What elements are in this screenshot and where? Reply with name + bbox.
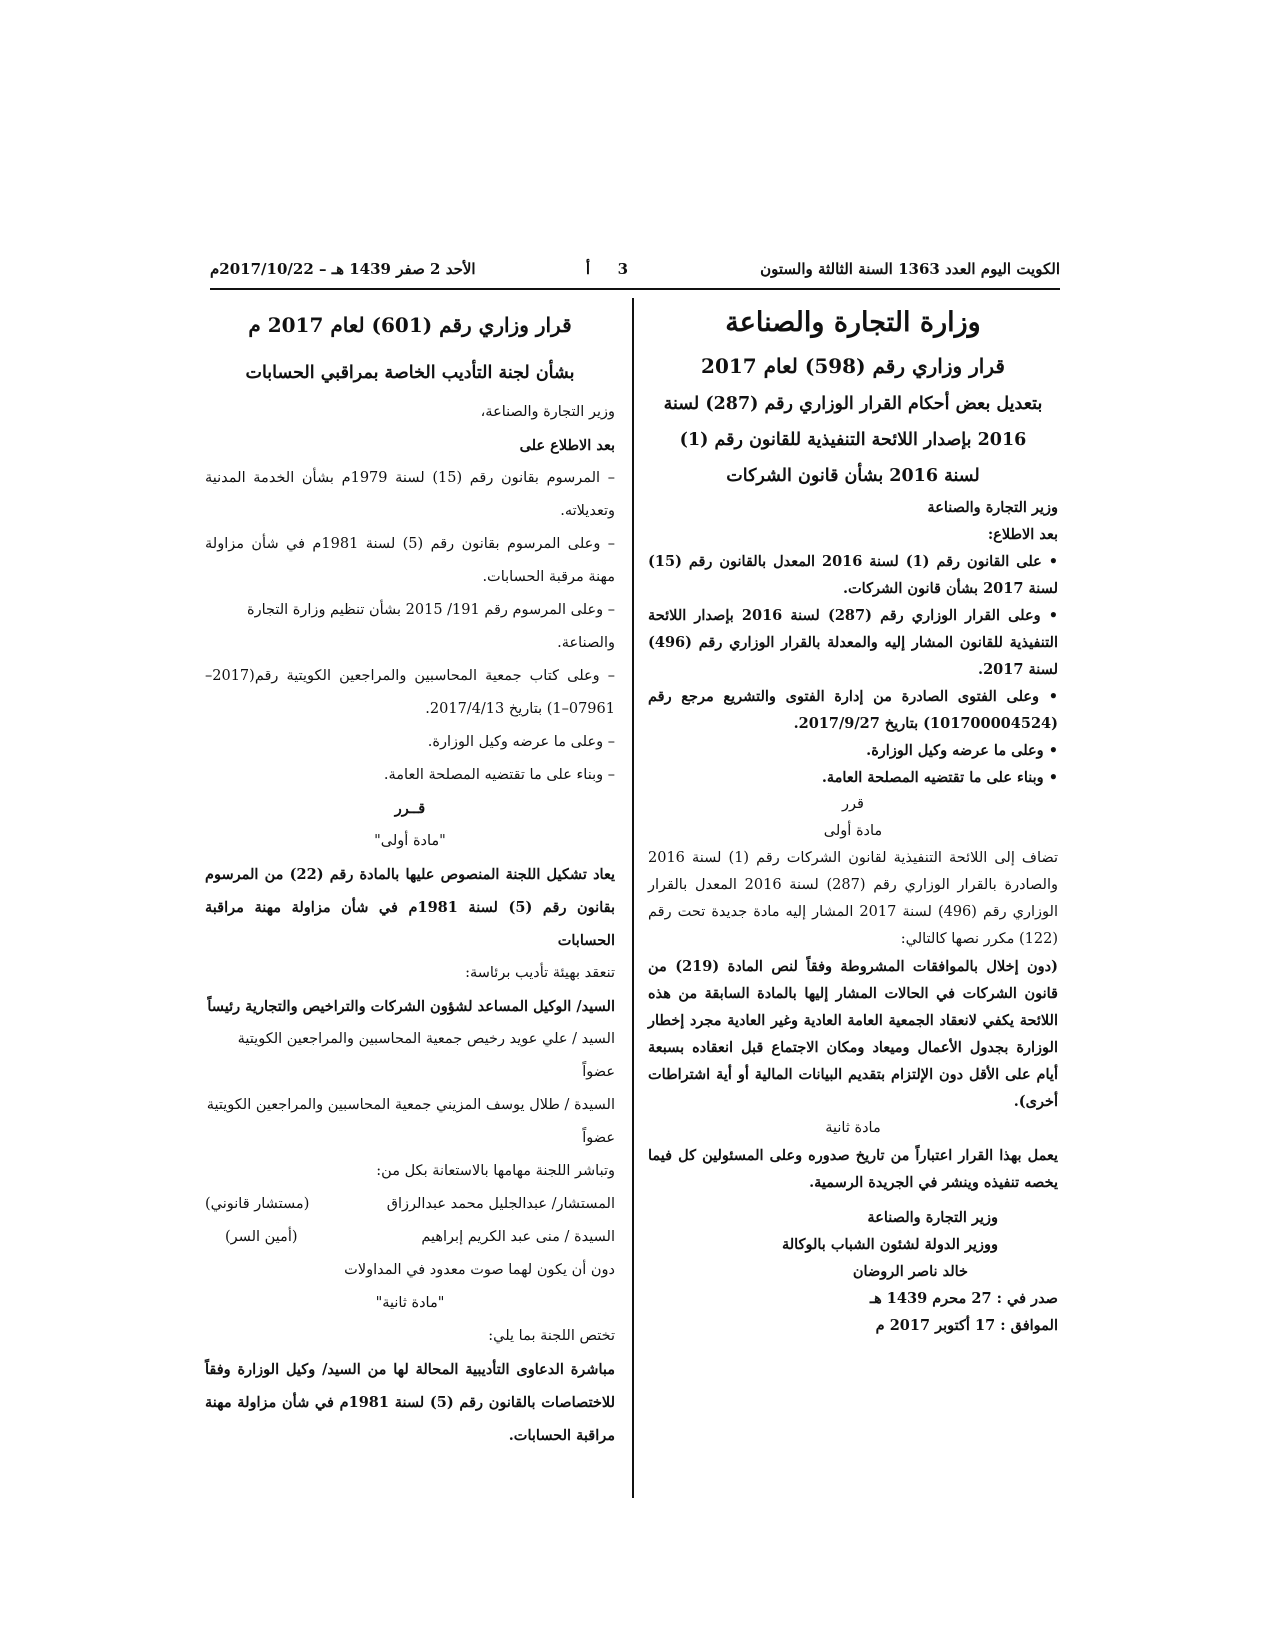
decided-heading: قرر <box>842 796 864 812</box>
preamble-bullet: • وعلى القرار الوزاري رقم (287) لسنة 2016 بإصدار اللائحة التنفيذية للقانون المشار إليه والمعدلة بالقرار الوزاري رقم (496) لسنة 2017. <box>648 607 1059 678</box>
signatory-line: ووزير الدولة لشئون الشباب بالوكالة <box>781 1236 998 1253</box>
assistant-role: (مستشار قانوني) <box>205 1196 310 1212</box>
committee-member: السيد / علي عويد رخيص جمعية المحاسبين والمراجعين الكويتية عضواً <box>237 1031 615 1080</box>
issuer: وزير التجارة والصناعة، <box>480 404 615 420</box>
preamble-item: – وعلى المرسوم رقم 191/ 2015 بشأن تنظيم وزارة التجارة والصناعة. <box>247 602 615 651</box>
page-number: 3 <box>617 260 628 278</box>
left-column <box>205 300 615 1452</box>
article1-text: تضاف إلى اللائحة التنفيذية لقانون الشركات رقم (1) لسنة 2016 والصادرة بالقرار الوزاري رقم (287) لسنة 2016 المعدل بالقرار الوزاري رقم (496) لسنة 2017 المشار إليه مادة جديدة تحت رقم (122) مكرر نصها كالتالي: <box>648 850 1058 947</box>
after-review: بعد الاطلاع على <box>519 437 615 454</box>
preamble-item: – وعلى المرسوم بقانون رقم (5) لسنة 1981م في شأن مزاولة مهنة مرقبة الحسابات. <box>205 536 615 585</box>
no-vote-note: دون أن يكون لهما صوت معدود في المداولات <box>344 1262 615 1278</box>
committee-member: السيدة / طلال يوسف المزيني جمعية المحاسبين والمراجعين الكويتية عضواً <box>206 1097 615 1146</box>
after-review: بعد الاطلاع: <box>987 526 1058 543</box>
assistant-name: المستشار/ عبدالجليل محمد عبدالرزاق <box>386 1196 615 1212</box>
right-column <box>648 300 1058 1339</box>
header-date: الأحد 2 صفر 1439 هـ – 2017/10/22م <box>210 260 476 278</box>
preamble-item: – وبناء على ما تقتضيه المصلحة العامة. <box>383 767 615 783</box>
header-rule <box>210 288 1060 290</box>
assistant-row <box>205 1188 615 1221</box>
signatory-name: خالد ناصر الروضان <box>852 1263 968 1280</box>
ministry-title: وزارة التجارة والصناعة <box>725 307 981 338</box>
composition-intro: تنعقد بهيئة تأديب برئاسة: <box>465 965 615 981</box>
decision-601-subject: بشأن لجنة التأديب الخاصة بمراقبي الحسابات <box>245 363 575 383</box>
preamble-bullet: • وعلى الفتوى الصادرة من إدارة الفتوى والتشريع مرجع رقم (101700004524) بتاريخ 2017/9/27. <box>648 688 1058 732</box>
preamble-bullet: • وبناء على ما تقتضيه المصلحة العامة. <box>821 769 1058 786</box>
article1-quote: (دون إخلال بالموافقات المشروطة وفقاً لنص المادة (219) من قانون الشركات في الحالات المشار إليها بالمادة السابقة من هذه اللائحة يكفي لانعقاد الجمعية العامة العادية وغير العادية مجرد إخطار الوزارة بجدول الأعمال وميعاد ومكان الاجتماع قبل انعقاده بسبعة أيام على الأقل دون الإلتزام بتقديم البيانات المالية أو أية اشتراطات أخرى). <box>648 958 1058 1110</box>
article2-intro: تختص اللجنة بما يلي: <box>488 1328 615 1344</box>
preamble-item: – المرسوم بقانون رقم (15) لسنة 1979م بشأن الخدمة المدنية وتعديلاته. <box>205 470 615 519</box>
signatory-line: وزير التجارة والصناعة <box>867 1209 998 1226</box>
column-divider <box>632 298 634 1498</box>
article1-text: يعاد تشكيل اللجنة المنصوص عليها بالمادة رقم (22) من المرسوم بقانون رقم (5) لسنة 1981م في شأن مزاولة مهنة مراقبة الحسابات <box>205 866 615 949</box>
issued-date: صدر في : 27 محرم 1439 هـ <box>869 1290 1058 1307</box>
issuer: وزير التجارة والصناعة <box>927 499 1058 516</box>
article2-text: مباشرة الدعاوى التأديبية المحالة لها من السيد/ وكيل الوزارة وفقاً للاختصاصات بالقانون رقم (5) لسنة 1981م في شأن مزاولة مهنة مراقبة الحسابات. <box>205 1361 615 1444</box>
assist-intro: وتباشر اللجنة مهامها بالاستعانة بكل من: <box>376 1163 615 1179</box>
article1-heading: "مادة أولى" <box>374 833 446 849</box>
preamble-bullet: • على القانون رقم (1) لسنة 2016 المعدل بالقانون رقم (15) لسنة 2017 بشأن قانون الشركات. <box>648 553 1058 597</box>
article2-text: يعمل بهذا القرار اعتباراً من تاريخ صدوره وعلى المسئولين كل فيما يخصه تنفيذه وينشر في الجريدة الرسمية. <box>648 1147 1058 1191</box>
article2-heading: مادة ثانية <box>825 1120 881 1136</box>
assistant-row <box>205 1221 615 1254</box>
decision-598-title: قرار وزاري رقم (598) لعام 2017 <box>701 354 1005 378</box>
preamble-item: – وعلى كتاب جمعية المحاسبين والمراجعين الكويتية رقم(2017–07961–1) بتاريخ 2017/4/13. <box>205 668 615 717</box>
page-letter: أ <box>585 260 590 278</box>
page-header <box>210 260 1060 282</box>
publication-info: الكويت اليوم العدد 1363 السنة الثالثة والستون <box>760 260 1060 278</box>
subject-line: 2016 بإصدار اللائحة التنفيذية للقانون رقم (1) <box>679 430 1027 450</box>
decided-heading: قــرر <box>394 800 426 817</box>
subject-line: لسنة 2016 بشأن قانون الشركات <box>726 466 980 486</box>
preamble-bullet: • وعلى ما عرضه وكيل الوزارة. <box>866 742 1058 759</box>
corresponding-date: الموافق : 17 أكتوبر 2017 م <box>875 1317 1058 1334</box>
assistant-role: (أمين السر) <box>225 1229 298 1245</box>
article1-heading: مادة أولى <box>823 823 883 839</box>
assistant-name: السيدة / منى عبد الكريم إبراهيم <box>421 1229 615 1245</box>
article2-heading: "مادة ثانية" <box>375 1295 445 1311</box>
preamble-item: – وعلى ما عرضه وكيل الوزارة. <box>427 734 615 750</box>
subject-line: بتعديل بعض أحكام القرار الوزاري رقم (287) لسنة <box>663 394 1043 414</box>
committee-member: السيد/ الوكيل المساعد لشؤون الشركات والتراخيص والتجارية رئيساً <box>207 998 615 1015</box>
decision-601-title: قرار وزاري رقم (601) لعام 2017 م <box>248 313 572 337</box>
